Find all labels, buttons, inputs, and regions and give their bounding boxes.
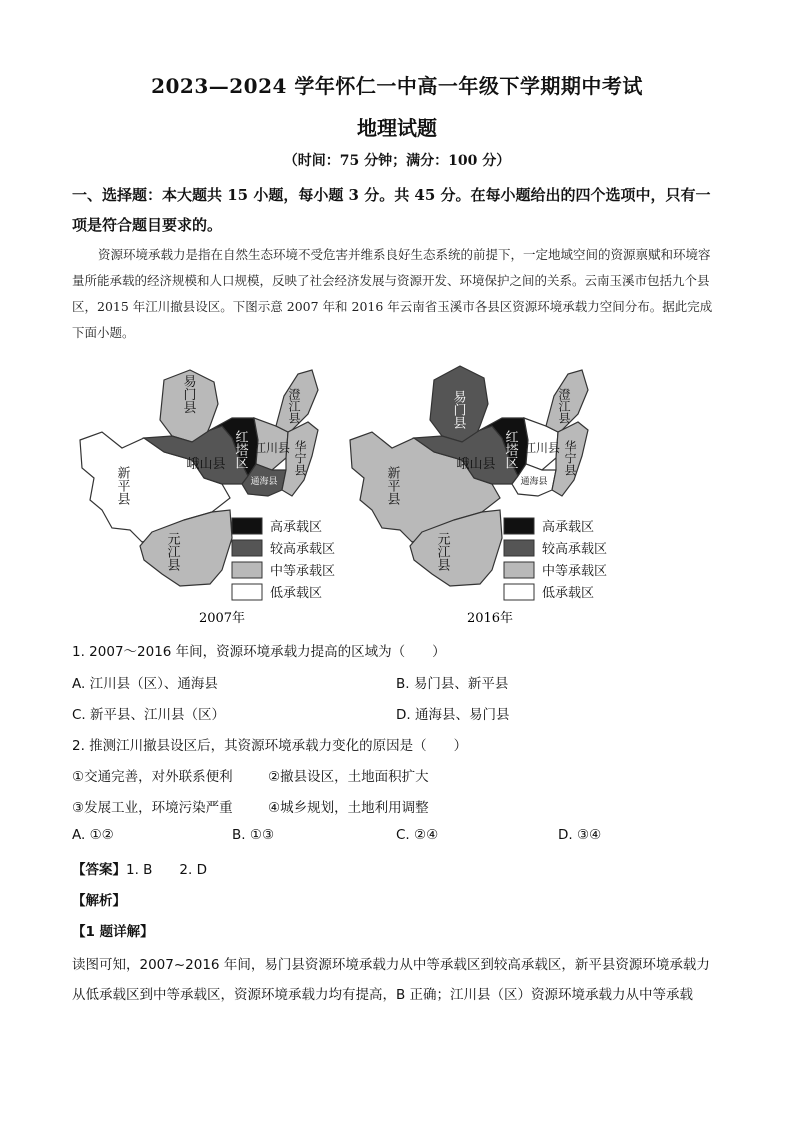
label-chengjiang-2007: 澄江县 [287,388,301,424]
label-yimen-2016: 易门县 [450,390,466,429]
label-hongta-2016: 红塔区 [502,430,518,469]
caption-2016: 2016年 [466,611,514,625]
legend-swatch-medium [504,562,534,578]
q1-option-d: D. 通海县、易门县 [396,707,510,723]
label-yuanjiang-2007: 元江县 [164,532,180,571]
legend-swatch-low [504,584,534,600]
label-huaning-2016: 华宁县 [563,440,577,476]
exam-subtitle: 地理试题 [357,116,437,140]
detail1-text: 读图可知，2007~2016 年间，易门县资源环境承载力从中等承载区到较高承载区，新平县资源环境承载力从低承载区到中等承载区，资源环境承载力均有提高，B 正确；江川县（区）资源环境承载力从中等承载 [72,957,710,1003]
label-eshan-2016: 峨山县 [456,457,496,472]
label-chengjiang-2016: 澄江县 [557,388,571,424]
legend-label-high: 高承载区 [270,520,323,535]
legend-label-low: 低承载区 [542,586,595,601]
analysis-label: 【解析】 [72,893,126,909]
label-yuanjiang-2016: 元江县 [434,532,450,571]
map-figure [72,360,732,625]
analysis-line [72,889,126,909]
q2-statement-4: ④城乡规划，土地利用调整 [268,800,429,816]
q2-option-b: B. ①③ [232,827,275,843]
legend-label-medium: 中等承载区 [270,564,336,579]
answer-label: 【答案】 [72,862,126,878]
legend-swatch-higher [504,540,534,556]
q2-statement-2: ②撤县设区，土地面积扩大 [268,769,429,785]
exam-title: 2023—2024 学年怀仁一中高一年级下学期期中考试 [151,74,643,98]
label-jiangchuan-2016: 江川县 [523,441,561,455]
q2-option-c: C. ②④ [396,827,439,843]
label-tonghai-2016: 通海县 [520,477,548,487]
legend-label-low: 低承载区 [270,586,323,601]
detail1-heading [72,920,154,940]
q2-statement-1: ①交通完善，对外联系便利 [72,769,233,785]
time-score: （时间：75 分钟；满分：100 分） [283,153,511,169]
legend-label-higher: 较高承载区 [270,542,336,557]
label-yimen-2007: 易门县 [180,374,196,414]
legend-swatch-low [232,584,262,600]
label-tonghai-2007: 通海县 [250,477,278,487]
legend-swatch-medium [232,562,262,578]
intro-paragraph: 资源环境承载力是指在自然生态环境不受危害并维系良好生态系统的前提下，一定地域空间的资源禀赋和环境容量所能承载的经济规模和人口规模，反映了社会经济发展与资源开发、环境保护之间的关系。云南玉溪市包括九个县区，2015 年江川撤县设区。下图示意 2007 年和 2016 年云南省玉溪市各县区资源环境承载力空间分布。据此完成下面小题。 [72,247,713,340]
label-huaning-2007: 华宁县 [293,440,307,476]
section-heading: 一、选择题：本大题共 15 小题，每小题 3 分。共 45 分。在每小题给出的四个选项中，只有一项是符合题目要求的。 [72,186,711,234]
legend-swatch-high [504,518,534,534]
q1-option-c: C. 新平县、江川县（区） [72,707,226,723]
q1-stem: 1. 2007～2016 年间，资源环境承载力提高的区域为（ ） [72,644,446,660]
legend-label-medium: 中等承载区 [542,564,608,579]
label-jiangchuan-2007: 江川县 [253,441,291,455]
label-eshan-2007: 峨山县 [186,457,226,472]
label-hongta-2007: 红塔区 [232,430,248,469]
answer-line [72,858,207,878]
q2-stem: 2. 推测江川撤县设区后，其资源环境承载力变化的原因是（ ） [72,738,468,754]
caption-2007: 2007年 [198,611,246,625]
answer-text: 1. B 2. D [126,862,207,878]
legend-label-higher: 较高承载区 [542,542,608,557]
q1-option-a: A. 江川县（区）、通海县 [72,676,218,692]
q2-option-d: D. ③④ [558,827,602,843]
legend-2016 [504,518,607,601]
q2-option-a: A. ①② [72,827,114,843]
legend-swatch-high [232,518,262,534]
legend-2007 [232,518,335,601]
label-xinping-2007: 新平县 [114,466,130,505]
legend-swatch-higher [232,540,262,556]
legend-label-high: 高承载区 [542,520,595,535]
detail1-label: 【1 题详解】 [72,924,154,940]
label-xinping-2016: 新平县 [384,466,400,505]
q1-option-b: B. 易门县、新平县 [396,676,509,692]
q2-statement-3: ③发展工业，环境污染严重 [72,800,233,816]
